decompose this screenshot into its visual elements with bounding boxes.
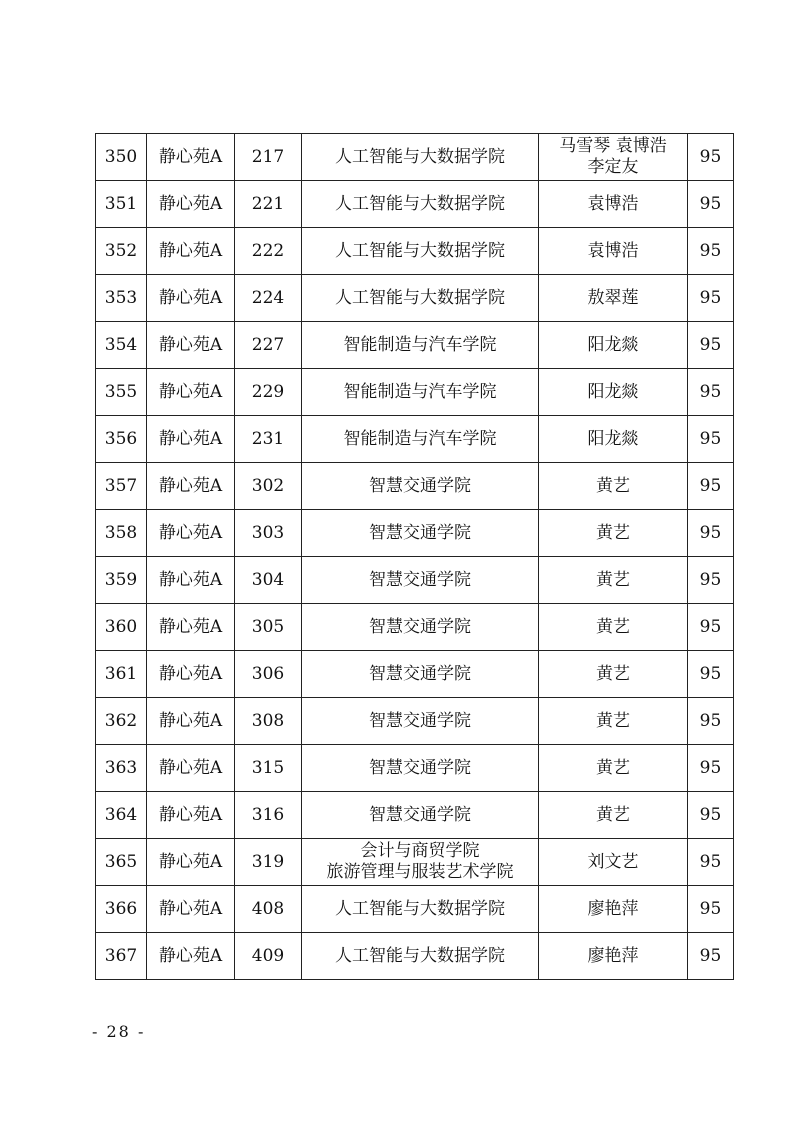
college-cell-line: 智能制造与汽车学院 — [343, 334, 497, 355]
building-cell: 静心苑A — [147, 745, 235, 792]
score-cell: 95 — [688, 792, 734, 839]
college-cell-line: 人工智能与大数据学院 — [335, 945, 505, 966]
person-cell — [539, 886, 688, 933]
table-row — [96, 886, 734, 933]
row-number-cell: 361 — [96, 651, 147, 698]
building-cell: 静心苑A — [147, 510, 235, 557]
room-cell: 217 — [235, 134, 302, 181]
row-number-cell: 359 — [96, 557, 147, 604]
college-cell — [302, 886, 539, 933]
college-cell — [302, 369, 539, 416]
building-cell: 静心苑A — [147, 181, 235, 228]
room-cell: 224 — [235, 275, 302, 322]
table-body — [96, 134, 734, 980]
person-cell — [539, 933, 688, 980]
person-cell — [539, 416, 688, 463]
row-number-cell: 351 — [96, 181, 147, 228]
college-cell — [302, 181, 539, 228]
college-cell-line: 人工智能与大数据学院 — [335, 287, 505, 308]
row-number-cell: 362 — [96, 698, 147, 745]
person-cell-line: 黄艺 — [596, 616, 630, 637]
building-cell: 静心苑A — [147, 839, 235, 886]
table-row — [96, 228, 734, 275]
building-cell: 静心苑A — [147, 604, 235, 651]
score-cell: 95 — [688, 275, 734, 322]
person-cell — [539, 557, 688, 604]
page-number: - 28 - — [92, 1022, 146, 1041]
person-cell — [539, 463, 688, 510]
table-row — [96, 604, 734, 651]
table-row — [96, 369, 734, 416]
person-cell-line: 廖艳萍 — [587, 898, 639, 919]
table-row — [96, 651, 734, 698]
table-row — [96, 181, 734, 228]
score-cell: 95 — [688, 933, 734, 980]
room-cell: 231 — [235, 416, 302, 463]
score-cell: 95 — [688, 181, 734, 228]
person-cell — [539, 322, 688, 369]
building-cell: 静心苑A — [147, 792, 235, 839]
row-number-cell: 358 — [96, 510, 147, 557]
row-number-cell: 365 — [96, 839, 147, 886]
room-cell: 305 — [235, 604, 302, 651]
score-cell: 95 — [688, 745, 734, 792]
college-cell — [302, 745, 539, 792]
score-cell: 95 — [688, 651, 734, 698]
person-cell-line: 黄艺 — [596, 757, 630, 778]
table-row — [96, 134, 734, 181]
person-cell-line: 廖艳萍 — [587, 945, 639, 966]
person-cell — [539, 698, 688, 745]
person-cell-line: 黄艺 — [596, 804, 630, 825]
score-cell: 95 — [688, 698, 734, 745]
person-cell-line: 阳龙燚 — [587, 381, 639, 402]
room-cell: 227 — [235, 322, 302, 369]
building-cell: 静心苑A — [147, 651, 235, 698]
person-cell — [539, 792, 688, 839]
college-cell-line: 智慧交通学院 — [369, 475, 471, 496]
score-cell: 95 — [688, 134, 734, 181]
table-row — [96, 557, 734, 604]
row-number-cell: 350 — [96, 134, 147, 181]
person-cell-line: 黄艺 — [596, 710, 630, 731]
person-cell — [539, 745, 688, 792]
row-number-cell: 360 — [96, 604, 147, 651]
person-cell-line: 黄艺 — [596, 522, 630, 543]
college-cell — [302, 933, 539, 980]
person-cell-line: 黄艺 — [596, 475, 630, 496]
dorm-inspection-table — [95, 133, 734, 980]
college-cell-line: 智慧交通学院 — [369, 522, 471, 543]
person-cell-line: 阳龙燚 — [587, 334, 639, 355]
row-number-cell: 355 — [96, 369, 147, 416]
college-cell — [302, 463, 539, 510]
building-cell: 静心苑A — [147, 557, 235, 604]
row-number-cell: 353 — [96, 275, 147, 322]
college-cell-line: 智慧交通学院 — [369, 757, 471, 778]
person-cell-line: 刘文艺 — [587, 851, 639, 872]
room-cell: 304 — [235, 557, 302, 604]
building-cell: 静心苑A — [147, 698, 235, 745]
college-cell-line: 智能制造与汽车学院 — [343, 381, 497, 402]
college-cell-line: 智慧交通学院 — [369, 616, 471, 637]
college-cell-line: 旅游管理与服装艺术学院 — [326, 862, 514, 882]
row-number-cell: 367 — [96, 933, 147, 980]
person-cell — [539, 369, 688, 416]
row-number-cell: 357 — [96, 463, 147, 510]
person-cell-line: 袁博浩 — [587, 240, 639, 261]
college-cell — [302, 275, 539, 322]
college-cell — [302, 510, 539, 557]
room-cell: 319 — [235, 839, 302, 886]
person-cell — [539, 134, 688, 181]
row-number-cell: 363 — [96, 745, 147, 792]
building-cell: 静心苑A — [147, 463, 235, 510]
table-row — [96, 792, 734, 839]
person-cell-line: 阳龙燚 — [587, 428, 639, 449]
college-cell-line: 人工智能与大数据学院 — [335, 193, 505, 214]
room-cell: 409 — [235, 933, 302, 980]
room-cell: 408 — [235, 886, 302, 933]
college-cell-line: 智慧交通学院 — [369, 804, 471, 825]
person-cell — [539, 510, 688, 557]
person-cell — [539, 275, 688, 322]
score-cell: 95 — [688, 886, 734, 933]
score-cell: 95 — [688, 463, 734, 510]
college-cell — [302, 416, 539, 463]
score-cell: 95 — [688, 416, 734, 463]
row-number-cell: 366 — [96, 886, 147, 933]
table-row — [96, 698, 734, 745]
row-number-cell: 352 — [96, 228, 147, 275]
room-cell: 302 — [235, 463, 302, 510]
room-cell: 308 — [235, 698, 302, 745]
row-number-cell: 356 — [96, 416, 147, 463]
college-cell — [302, 604, 539, 651]
college-cell-line: 人工智能与大数据学院 — [335, 146, 505, 167]
room-cell: 229 — [235, 369, 302, 416]
building-cell: 静心苑A — [147, 322, 235, 369]
building-cell: 静心苑A — [147, 886, 235, 933]
person-cell-line: 敖翠莲 — [587, 287, 639, 308]
table-row — [96, 275, 734, 322]
college-cell-line: 会计与商贸学院 — [360, 841, 480, 861]
table-row — [96, 510, 734, 557]
person-cell-line: 马雪琴 袁博浩 — [559, 136, 667, 156]
room-cell: 221 — [235, 181, 302, 228]
person-cell — [539, 604, 688, 651]
college-cell-line: 智慧交通学院 — [369, 710, 471, 731]
college-cell-line: 智慧交通学院 — [369, 663, 471, 684]
person-cell — [539, 228, 688, 275]
table-row — [96, 933, 734, 980]
row-number-cell: 364 — [96, 792, 147, 839]
table-row — [96, 745, 734, 792]
building-cell: 静心苑A — [147, 369, 235, 416]
college-cell — [302, 557, 539, 604]
building-cell: 静心苑A — [147, 275, 235, 322]
score-cell: 95 — [688, 557, 734, 604]
college-cell-line: 人工智能与大数据学院 — [335, 898, 505, 919]
person-cell — [539, 651, 688, 698]
table-row — [96, 322, 734, 369]
table-row — [96, 839, 734, 886]
college-cell — [302, 792, 539, 839]
person-cell-line: 黄艺 — [596, 663, 630, 684]
room-cell: 316 — [235, 792, 302, 839]
room-cell: 222 — [235, 228, 302, 275]
room-cell: 306 — [235, 651, 302, 698]
table-row — [96, 416, 734, 463]
score-cell: 95 — [688, 839, 734, 886]
score-cell: 95 — [688, 604, 734, 651]
score-cell: 95 — [688, 510, 734, 557]
score-cell: 95 — [688, 228, 734, 275]
college-cell — [302, 839, 539, 886]
person-cell-line: 袁博浩 — [587, 193, 639, 214]
person-cell — [539, 181, 688, 228]
college-cell — [302, 228, 539, 275]
row-number-cell: 354 — [96, 322, 147, 369]
building-cell: 静心苑A — [147, 933, 235, 980]
college-cell-line: 人工智能与大数据学院 — [335, 240, 505, 261]
person-cell-line: 李定友 — [587, 157, 639, 177]
room-cell: 303 — [235, 510, 302, 557]
college-cell — [302, 322, 539, 369]
room-cell: 315 — [235, 745, 302, 792]
college-cell-line: 智慧交通学院 — [369, 569, 471, 590]
person-cell — [539, 839, 688, 886]
person-cell-line: 黄艺 — [596, 569, 630, 590]
college-cell — [302, 698, 539, 745]
college-cell-line: 智能制造与汽车学院 — [343, 428, 497, 449]
building-cell: 静心苑A — [147, 416, 235, 463]
table-row — [96, 463, 734, 510]
college-cell — [302, 134, 539, 181]
building-cell: 静心苑A — [147, 134, 235, 181]
college-cell — [302, 651, 539, 698]
score-cell: 95 — [688, 322, 734, 369]
score-cell: 95 — [688, 369, 734, 416]
building-cell: 静心苑A — [147, 228, 235, 275]
